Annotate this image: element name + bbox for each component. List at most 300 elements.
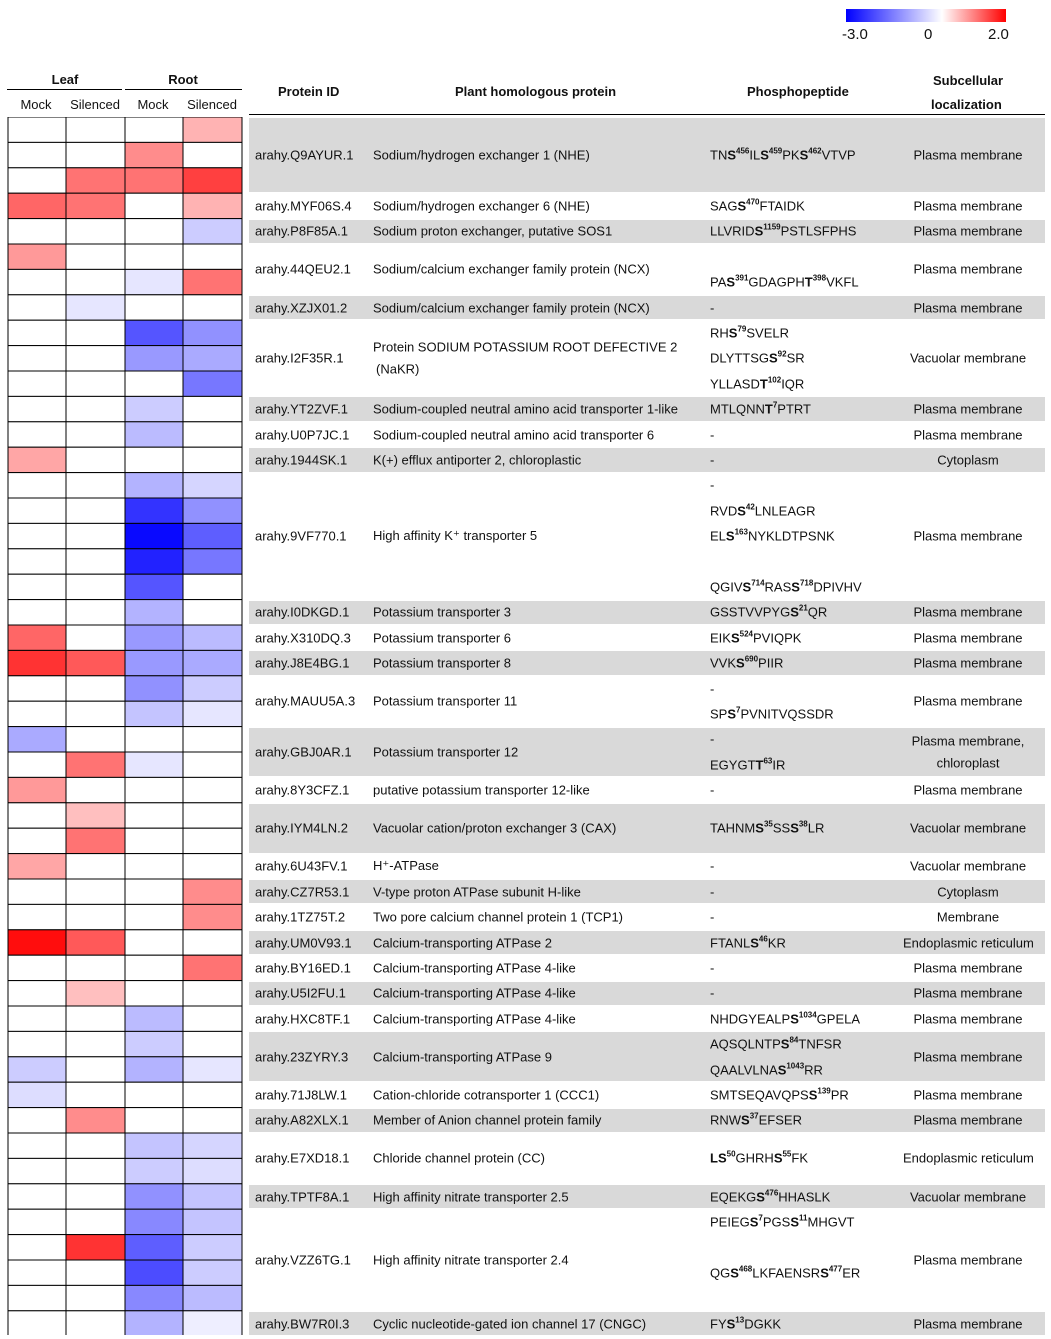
heatmap-cell bbox=[125, 269, 183, 294]
peptide-segment: PSTLSFPHS bbox=[780, 223, 857, 239]
peptide-segment: AQSQLNTP bbox=[710, 1036, 781, 1052]
phosphosite-position: 477 bbox=[828, 1264, 843, 1274]
phosphosite-residue: S bbox=[742, 579, 752, 595]
subcellular-localization: Plasma membrane bbox=[913, 985, 1023, 1001]
heatmap-cell bbox=[183, 473, 242, 498]
subcellular-localization: Plasma membrane bbox=[913, 960, 1023, 976]
heatmap-cell bbox=[125, 320, 183, 345]
heatmap-cell bbox=[183, 828, 242, 853]
heatmap-cell bbox=[66, 320, 125, 345]
phosphosite-position: 35 bbox=[763, 819, 773, 829]
phosphosite-position: 37 bbox=[749, 1111, 759, 1121]
heatmap-cell bbox=[8, 727, 66, 752]
peptide-segment: MHGVT bbox=[807, 1214, 855, 1230]
heatmap-cell bbox=[125, 676, 183, 701]
heatmap-cell bbox=[183, 422, 242, 447]
peptide-segment: VVK bbox=[710, 655, 737, 671]
phosphopeptide bbox=[710, 1151, 808, 1166]
heatmap-cell bbox=[66, 701, 125, 726]
heatmap-cell bbox=[8, 777, 66, 802]
heatmap-cell bbox=[183, 295, 242, 320]
phosphopeptide bbox=[710, 1087, 849, 1102]
heatmap-cell bbox=[125, 396, 183, 421]
heatmap-cell bbox=[8, 219, 66, 244]
heatmap-cell bbox=[125, 803, 183, 828]
subcellular-localization: Plasma membrane bbox=[913, 655, 1023, 671]
heatmap-cell bbox=[66, 777, 125, 802]
peptide-segment: NHDGYEALP bbox=[710, 1011, 791, 1027]
peptide-segment: - bbox=[710, 909, 715, 925]
heatmap-cell bbox=[8, 447, 66, 472]
heatmap-cell bbox=[8, 904, 66, 929]
subcellular-localization: Vacuolar membrane bbox=[909, 858, 1027, 874]
protein-id: arahy.71J8LW.1 bbox=[255, 1087, 348, 1103]
heatmap-cell bbox=[183, 600, 242, 625]
subcellular-localization: Plasma membrane bbox=[913, 1316, 1023, 1331]
homologous-protein-name: Calcium-transporting ATPase 9 bbox=[373, 1049, 552, 1065]
subcellular-localization-cont: chloroplast bbox=[936, 755, 1000, 771]
phosphosite-position: 42 bbox=[745, 502, 755, 512]
phosphosite-residue: T bbox=[759, 376, 768, 392]
heatmap-cell bbox=[125, 1235, 183, 1260]
phosphopeptide bbox=[710, 148, 856, 163]
peptide-segment: IR bbox=[772, 757, 786, 773]
peptide-segment: EFSER bbox=[758, 1112, 802, 1128]
phosphosite-residue: T bbox=[764, 401, 773, 417]
peptide-segment: RAS bbox=[764, 579, 792, 595]
heatmap-cell bbox=[125, 346, 183, 371]
peptide-segment: KR bbox=[767, 935, 786, 950]
phosphopeptide bbox=[710, 529, 835, 544]
phosphosite-residue: S bbox=[717, 1150, 727, 1166]
heatmap-cell bbox=[66, 498, 125, 523]
phosphosite-position: 690 bbox=[744, 654, 759, 664]
heatmap-cell bbox=[183, 904, 242, 929]
peptide-segment: PIIR bbox=[758, 655, 784, 671]
homologous-protein-name: Protein SODIUM POTASSIUM ROOT DEFECTIVE 2 bbox=[373, 339, 678, 355]
heatmap-cell bbox=[66, 1285, 125, 1310]
heatmap-cell bbox=[183, 549, 242, 574]
peptide-segment: - bbox=[710, 452, 715, 468]
heatmap-cell bbox=[8, 1108, 66, 1133]
phosphosite-residue: T bbox=[755, 757, 764, 773]
subcellular-localization: Plasma membrane bbox=[913, 1252, 1023, 1268]
subcellular-localization: Plasma membrane bbox=[913, 528, 1023, 544]
subcellular-localization: Plasma membrane bbox=[913, 401, 1023, 417]
heatmap-cell bbox=[183, 650, 242, 675]
subcellular-localization: Vacuolar membrane bbox=[909, 350, 1027, 366]
header-localization-line2: localization bbox=[931, 97, 1002, 112]
heatmap-cell bbox=[183, 1082, 242, 1107]
phosphosite-residue: S bbox=[725, 528, 735, 544]
heatmap-cell bbox=[125, 1260, 183, 1285]
heatmap-cell bbox=[125, 1108, 183, 1133]
heatmap-cell bbox=[183, 244, 242, 269]
heatmap-cell bbox=[183, 1006, 242, 1031]
phosphosite-position: 714 bbox=[751, 578, 765, 588]
subcellular-localization: Plasma membrane bbox=[913, 300, 1023, 315]
column-label-root-mock: Mock bbox=[137, 97, 169, 112]
heatmap-cell bbox=[66, 676, 125, 701]
heatmap-cell bbox=[183, 346, 242, 371]
phosphopeptide bbox=[710, 884, 714, 899]
heatmap-cell bbox=[8, 295, 66, 320]
peptide-segment: SS bbox=[772, 820, 791, 836]
heatmap-cell bbox=[183, 371, 242, 396]
peptide-segment: SAG bbox=[710, 198, 738, 214]
homologous-protein-name: Potassium transporter 11 bbox=[373, 693, 518, 709]
heatmap-cell bbox=[183, 930, 242, 955]
heatmap-cell bbox=[66, 549, 125, 574]
heatmap-cell bbox=[66, 142, 125, 167]
heatmap-cell bbox=[8, 498, 66, 523]
heatmap-cell bbox=[8, 930, 66, 955]
phosphosite-residue: S bbox=[730, 1265, 739, 1281]
heatmap-cell bbox=[125, 1285, 183, 1310]
homologous-protein-name: Two pore calcium channel protein 1 (TCP1) bbox=[373, 909, 624, 925]
peptide-segment: - bbox=[710, 858, 715, 874]
heatmap-cell bbox=[183, 574, 242, 599]
heatmap-cell bbox=[8, 396, 66, 421]
heatmap-cell bbox=[66, 1158, 125, 1183]
heatmap-cell bbox=[183, 142, 242, 167]
heatmap-cell bbox=[8, 1311, 66, 1335]
peptide-segment: GPELA bbox=[816, 1011, 861, 1027]
column-label-root-silenced: Silenced bbox=[187, 97, 237, 112]
peptide-segment: PK bbox=[782, 147, 800, 163]
peptide-segment: IL bbox=[749, 147, 761, 163]
subcellular-localization: Plasma membrane bbox=[913, 1011, 1023, 1027]
protein-id: arahy.I0DKGD.1 bbox=[255, 604, 350, 620]
peptide-segment: PR bbox=[830, 1087, 849, 1103]
heatmap-cell bbox=[125, 752, 183, 777]
heatmap-cell bbox=[8, 371, 66, 396]
peptide-segment: FK bbox=[791, 1150, 809, 1166]
phosphopeptide bbox=[710, 275, 859, 290]
heatmap-cell bbox=[8, 574, 66, 599]
peptide-segment: TAHNM bbox=[710, 820, 756, 836]
peptide-segment: EL bbox=[710, 528, 726, 544]
phosphosite-residue: S bbox=[756, 1189, 765, 1204]
protein-id: arahy.1TZ75T.2 bbox=[255, 909, 346, 925]
peptide-segment: NYKLDTPSNK bbox=[747, 528, 835, 544]
phosphosite-position: 7 bbox=[772, 400, 778, 410]
peptide-segment: QGIV bbox=[710, 579, 743, 595]
heatmap-cell bbox=[8, 1235, 66, 1260]
peptide-segment: PEIEG bbox=[710, 1214, 750, 1230]
heatmap-cell bbox=[183, 854, 242, 879]
heatmap-cell bbox=[125, 1031, 183, 1056]
heatmap-cell bbox=[125, 422, 183, 447]
column-label-leaf-silenced: Silenced bbox=[70, 97, 120, 112]
subcellular-localization: Cytoplasm bbox=[937, 884, 999, 900]
homologous-protein-name: Sodium-coupled neutral amino acid transporter 6 bbox=[373, 427, 655, 442]
heatmap-cell bbox=[66, 346, 125, 371]
heatmap-cell bbox=[66, 1235, 125, 1260]
phosphosite-residue: S bbox=[780, 1036, 790, 1052]
peptide-segment: QAALVLNA bbox=[710, 1062, 778, 1077]
phosphosite-position: 476 bbox=[764, 1188, 779, 1197]
heatmap-cell bbox=[8, 1209, 66, 1234]
phosphopeptide bbox=[710, 681, 714, 696]
heatmap-cell bbox=[8, 676, 66, 701]
phosphosite-position: 102 bbox=[767, 375, 782, 385]
phosphosite-position: 139 bbox=[817, 1086, 831, 1096]
heatmap-cell bbox=[183, 676, 242, 701]
peptide-segment: DLYTTSG bbox=[710, 350, 769, 366]
heatmap-cell bbox=[183, 1235, 242, 1260]
phosphosite-position: 50 bbox=[726, 1149, 736, 1159]
heatmap-cell bbox=[125, 879, 183, 904]
peptide-segment: PA bbox=[710, 274, 727, 290]
phosphosite-position: 524 bbox=[739, 629, 753, 639]
phosphosite-residue: S bbox=[730, 630, 740, 646]
peptide-segment: - bbox=[710, 782, 715, 798]
peptide-segment: - bbox=[710, 960, 715, 976]
column-label-leaf-mock: Mock bbox=[20, 97, 52, 112]
heatmap-cell bbox=[183, 727, 242, 752]
heatmap-cell bbox=[125, 117, 183, 142]
homologous-protein-name: Vacuolar cation/proton exchanger 3 (CAX) bbox=[373, 820, 617, 836]
phosphopeptide bbox=[710, 935, 786, 950]
heatmap-cell bbox=[183, 1209, 242, 1234]
homologous-protein-name: Chloride channel protein (CC) bbox=[373, 1150, 545, 1166]
heatmap-cell bbox=[66, 625, 125, 650]
homologous-protein-name: Sodium/calcium exchanger family protein (NCX) bbox=[373, 300, 650, 315]
header-phosphopeptide: Phosphopeptide bbox=[747, 84, 849, 99]
heatmap-cell bbox=[125, 1057, 183, 1082]
peptide-segment: VKFL bbox=[826, 274, 859, 290]
heatmap-cell bbox=[66, 193, 125, 218]
heatmap-cell bbox=[183, 625, 242, 650]
peptide-segment: LLVRID bbox=[710, 223, 755, 239]
phosphosite-position: 63 bbox=[763, 756, 773, 766]
peptide-segment: TN bbox=[710, 147, 728, 163]
phosphosite-residue: S bbox=[799, 147, 809, 163]
header-localization-line1: Subcellular bbox=[933, 73, 1004, 88]
heatmap-cell bbox=[125, 777, 183, 802]
heatmap-cell bbox=[183, 447, 242, 472]
subcellular-localization: Membrane bbox=[936, 909, 1000, 925]
heatmap-cell bbox=[183, 1158, 242, 1183]
heatmap-cell bbox=[66, 523, 125, 548]
phosphopeptide bbox=[710, 960, 714, 975]
heatmap-cell bbox=[8, 1184, 66, 1209]
heatmap-cell bbox=[8, 1133, 66, 1158]
phosphosite-position: 1043 bbox=[786, 1061, 805, 1070]
phosphopeptide bbox=[710, 783, 714, 798]
phosphosite-residue: S bbox=[736, 655, 745, 671]
phosphopeptide bbox=[710, 910, 714, 925]
heatmap-cell bbox=[66, 1082, 125, 1107]
heatmap-cell bbox=[183, 803, 242, 828]
heatmap-cell bbox=[66, 168, 125, 193]
heatmap-cell bbox=[183, 219, 242, 244]
heatmap-cell bbox=[66, 1209, 125, 1234]
protein-id: arahy.XZJX01.2 bbox=[255, 300, 348, 315]
heatmap-cell bbox=[183, 396, 242, 421]
phosphosite-position: 7 bbox=[736, 705, 741, 715]
heatmap-cell bbox=[8, 828, 66, 853]
heatmap-cell bbox=[66, 422, 125, 447]
phosphosite-position: 456 bbox=[736, 146, 750, 156]
heatmap-cell bbox=[183, 117, 242, 142]
heatmap-cell bbox=[66, 295, 125, 320]
heatmap-cell bbox=[125, 701, 183, 726]
homologous-protein-name: Sodium proton exchanger, putative SOS1 bbox=[373, 223, 613, 239]
heatmap-cell bbox=[183, 1133, 242, 1158]
group-rule-leaf bbox=[7, 89, 122, 90]
protein-id: arahy.BW7R0I.3 bbox=[255, 1316, 350, 1331]
protein-id: arahy.U5I2FU.1 bbox=[255, 985, 346, 1001]
phosphosite-position: 470 bbox=[746, 197, 760, 207]
phosphopeptide bbox=[710, 1037, 842, 1052]
peptide-segment: MTLQNN bbox=[710, 401, 765, 417]
heatmap-cell bbox=[66, 117, 125, 142]
protein-id: arahy.U0P7JC.1 bbox=[255, 427, 350, 442]
heatmap-cell bbox=[8, 650, 66, 675]
heatmap-cell bbox=[8, 1031, 66, 1056]
phosphosite-residue: S bbox=[741, 1112, 750, 1128]
heatmap-cell bbox=[8, 803, 66, 828]
header-protein-id: Protein ID bbox=[278, 84, 340, 99]
phosphosite-position: 7 bbox=[758, 1213, 763, 1223]
protein-id: arahy.IYM4LN.2 bbox=[255, 820, 348, 836]
heatmap-cell bbox=[125, 1133, 183, 1158]
heatmap-cell bbox=[66, 650, 125, 675]
homologous-protein-name: Member of Anion channel protein family bbox=[373, 1112, 602, 1128]
heatmap-cell bbox=[125, 473, 183, 498]
protein-id: arahy.23ZYRY.3 bbox=[255, 1049, 349, 1065]
heatmap-cell bbox=[66, 1031, 125, 1056]
color-scale-bar bbox=[846, 9, 1006, 22]
heatmap-cell bbox=[66, 447, 125, 472]
protein-id: arahy.TPTF8A.1 bbox=[255, 1189, 350, 1204]
heatmap-cell bbox=[183, 955, 242, 980]
subcellular-localization: Plasma membrane, bbox=[911, 733, 1025, 749]
homologous-protein-name: Sodium/calcium exchanger family protein (NCX) bbox=[373, 261, 650, 277]
heatmap-cell bbox=[8, 142, 66, 167]
heatmap-cell bbox=[8, 244, 66, 269]
phosphosite-position: 391 bbox=[735, 273, 749, 283]
phosphopeptide bbox=[710, 402, 811, 417]
heatmap-cell bbox=[125, 574, 183, 599]
protein-id: arahy.VZZ6TG.1 bbox=[255, 1252, 351, 1268]
heatmap-cell bbox=[8, 1057, 66, 1082]
heatmap-cell bbox=[125, 1082, 183, 1107]
phosphosite-position: 1034 bbox=[798, 1010, 817, 1020]
heatmap-cell bbox=[125, 854, 183, 879]
phosphosite-residue: L bbox=[710, 1150, 718, 1166]
heatmap-cell bbox=[66, 828, 125, 853]
color-scale-min-label: -3.0 bbox=[842, 26, 868, 43]
protein-id: arahy.8Y3CFZ.1 bbox=[255, 782, 350, 798]
heatmap-cell bbox=[125, 1006, 183, 1031]
protein-id: arahy.CZ7R53.1 bbox=[255, 884, 350, 900]
phosphosite-position: 718 bbox=[799, 578, 814, 588]
peptide-segment: QG bbox=[710, 1265, 731, 1281]
phosphosite-position: 13 bbox=[735, 1315, 745, 1324]
protein-id: arahy.6U43FV.1 bbox=[255, 858, 348, 874]
homologous-protein-name: High affinity K⁺ transporter 5 bbox=[373, 528, 538, 544]
heatmap-cell bbox=[125, 244, 183, 269]
subcellular-localization: Plasma membrane bbox=[913, 1049, 1023, 1065]
group-label-leaf: Leaf bbox=[51, 72, 79, 87]
heatmap-cell bbox=[125, 371, 183, 396]
homologous-protein-name: High affinity nitrate transporter 2.4 bbox=[373, 1252, 569, 1268]
heatmap-cell bbox=[183, 1108, 242, 1133]
heatmap-cell bbox=[125, 955, 183, 980]
heatmap-cell bbox=[66, 396, 125, 421]
phosphopeptide bbox=[710, 757, 785, 772]
subcellular-localization: Plasma membrane bbox=[913, 198, 1023, 214]
peptide-segment: - bbox=[710, 731, 715, 747]
heatmap-cell bbox=[183, 701, 242, 726]
protein-id: arahy.HXC8TF.1 bbox=[255, 1011, 351, 1027]
homologous-protein-name-cont: (NaKR) bbox=[376, 361, 420, 377]
peptide-segment: RH bbox=[710, 325, 729, 341]
phosphopeptide bbox=[710, 452, 714, 467]
color-scale-mid-label: 0 bbox=[924, 26, 933, 43]
heatmap-cell bbox=[66, 574, 125, 599]
protein-id: arahy.A82XLX.1 bbox=[255, 1112, 349, 1128]
heatmap-cell bbox=[66, 269, 125, 294]
subcellular-localization: Plasma membrane bbox=[913, 1112, 1023, 1128]
peptide-segment: - bbox=[710, 427, 715, 442]
heatmap-cell bbox=[66, 219, 125, 244]
homologous-protein-name: Potassium transporter 12 bbox=[373, 744, 519, 760]
phosphosite-residue: S bbox=[727, 706, 737, 722]
phosphosite-residue: T bbox=[804, 274, 813, 290]
heatmap-cell bbox=[8, 346, 66, 371]
peptide-segment: EIK bbox=[710, 630, 731, 646]
peptide-segment: - bbox=[710, 884, 715, 900]
phosphosite-position: 398 bbox=[812, 273, 827, 283]
heatmap-cell bbox=[125, 1184, 183, 1209]
heatmap-cell bbox=[66, 854, 125, 879]
heatmap-cell bbox=[66, 879, 125, 904]
subcellular-localization: Plasma membrane bbox=[913, 693, 1023, 709]
phosphopeptide bbox=[710, 1265, 860, 1280]
phosphosite-residue: S bbox=[791, 579, 800, 595]
heatmap-cell bbox=[66, 904, 125, 929]
protein-id: arahy.9VF770.1 bbox=[255, 528, 347, 544]
protein-id: arahy.P8F85A.1 bbox=[255, 223, 348, 239]
phosphopeptide bbox=[710, 224, 856, 239]
phosphopeptide bbox=[710, 821, 824, 836]
protein-id: arahy.MAUU5A.3 bbox=[255, 693, 356, 709]
subcellular-localization: Plasma membrane bbox=[913, 1087, 1023, 1103]
heatmap-cell bbox=[183, 320, 242, 345]
homologous-protein-name: Potassium transporter 3 bbox=[373, 604, 512, 620]
phosphopeptide bbox=[710, 732, 714, 747]
protein-id: arahy.BY16ED.1 bbox=[255, 960, 351, 976]
peptide-segment: ER bbox=[842, 1265, 861, 1281]
heatmap-cell bbox=[66, 981, 125, 1006]
heatmap-cell bbox=[183, 168, 242, 193]
subcellular-localization: Plasma membrane bbox=[913, 147, 1023, 163]
phosphopeptide bbox=[710, 1214, 854, 1229]
heatmap-cell bbox=[125, 219, 183, 244]
peptide-segment: PVNITVQSSDR bbox=[740, 706, 834, 722]
peptide-segment: SVELR bbox=[746, 325, 789, 341]
phosphopeptide bbox=[710, 579, 862, 594]
heatmap-cell bbox=[125, 498, 183, 523]
homologous-protein-name: putative potassium transporter 12-like bbox=[373, 782, 590, 798]
protein-id: arahy.I2F35R.1 bbox=[255, 350, 344, 366]
phosphosite-residue: S bbox=[820, 1265, 829, 1281]
homologous-protein-name: Calcium-transporting ATPase 4-like bbox=[373, 985, 576, 1001]
